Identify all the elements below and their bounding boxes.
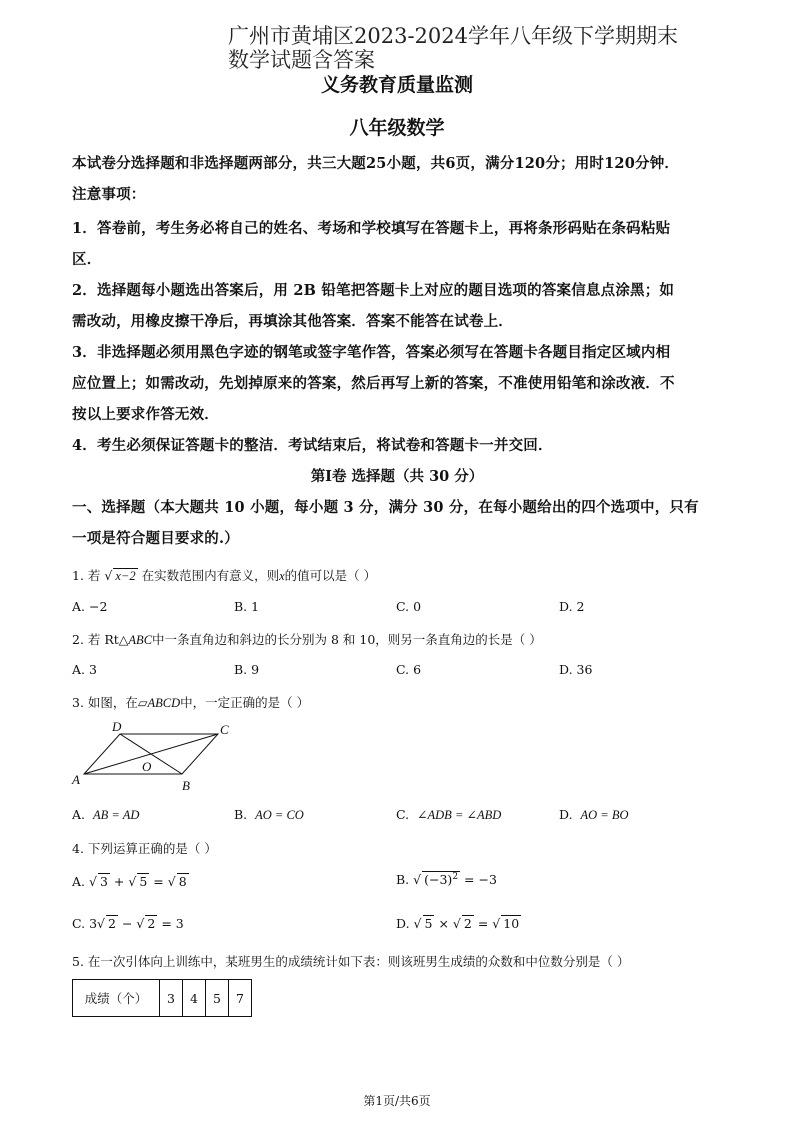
vertex-label-b: B	[182, 778, 190, 793]
note-3-line-2: 应位置上；如需改动，先划掉原来的答案，然后再写上新的答案，不准使用铅笔和涂改液．不	[72, 375, 675, 392]
q3-suffix: 中，一定正确的是（ ）	[180, 695, 310, 710]
q3-option-c: C. ∠ADB = ∠ABD	[396, 807, 502, 822]
q4-option-a: A. √ 3 + √ 5 = √ 8	[72, 874, 187, 889]
note-4-line-1: 4．考生必须保证答题卡的整洁．考试结束后，将试卷和答题卡一并交回．	[72, 437, 553, 454]
section-1-instructions-line-2: 一项是符合题目要求的.）	[72, 530, 239, 547]
note-3-line-3: 按以上要求作答无效．	[72, 406, 219, 423]
table-cell: 4	[183, 980, 206, 1017]
q1-option-b: B. 1	[234, 599, 260, 614]
note-3-line-1: 3．非选择题必须用黑色字迹的钢笔或签字笔作答，答案必须写在答题卡各题目指定区域内相	[72, 344, 671, 361]
q3-prefix: 3. 如图，在▱	[72, 695, 148, 710]
exam-subject-title: 八年级数学	[349, 117, 445, 139]
note-1-line-1: 1．答卷前，考生务必将自己的姓名、考场和学校填写在答题卡上，再将条形码贴在条码粘贴	[72, 220, 671, 237]
q2-option-a: A. 3	[72, 662, 97, 677]
note-2-line-2: 需改动，用橡皮擦干净后，再填涂其他答案．答案不能答在试卷上．	[72, 313, 513, 330]
note-1-line-2: 区．	[72, 251, 102, 268]
q2-prefix: 2. 若 Rt△	[72, 632, 129, 647]
q1-radicand: x−2	[115, 569, 136, 583]
center-label-o: O	[142, 759, 152, 774]
note-2-line-1: 2．选择题每小题选出答案后，用 2B 铅笔把答题卡上对应的题目选项的答案信息点涂黑；如	[72, 282, 675, 299]
document-title-line-2: 数学试题含答案	[228, 48, 375, 72]
q3-option-a: A. AB = AD	[72, 807, 140, 822]
q1-option-a: A. −2	[72, 599, 108, 614]
q1-mid: 在实数范围内有意义，则	[141, 568, 280, 583]
table-cell: 7	[229, 980, 252, 1017]
q2-option-c: C. 6	[396, 662, 422, 677]
q2-triangle: ABC	[128, 633, 153, 647]
section-1-instructions-line-1: 一、选择题（本大题共 10 小题，每小题 3 分，满分 30 分，在每小题给出的四个选项中，只有	[72, 499, 699, 516]
sqrt-symbol: √	[104, 568, 113, 583]
exam-intro: 本试卷分选择题和非选择题两部分，共三大题25小题，共6页，满分120分；用时120分钟．	[72, 155, 680, 172]
q1-prefix: 1. 若	[72, 568, 101, 583]
q2-option-b: B. 9	[234, 662, 260, 677]
q4-option-d: D. √ 5 × √ 2 = √ 10	[396, 916, 520, 931]
question-4-stem: 4. 下列运算正确的是（ ）	[72, 841, 217, 856]
exam-header-title: 义务教育质量监测	[320, 74, 473, 96]
q2-suffix: 中一条直角边和斜边的长分别为 8 和 10，则另一条直角边的长是（ ）	[152, 632, 542, 647]
parallelogram-figure	[68, 718, 248, 796]
q1-suffix: 的值可以是（ ）	[284, 568, 377, 583]
table-row	[73, 980, 252, 1017]
q1-option-d: D. 2	[559, 599, 585, 614]
question-5-stem: 5. 在一次引体向上训练中，某班男生的成绩统计如下表：则该班男生成绩的众数和中位数分别是（ ）	[72, 954, 630, 969]
q4-option-c: C. 3√ 2 − √ 2 = 3	[72, 916, 184, 931]
vertex-label-c: C	[220, 722, 229, 737]
q3-option-b: B. AO = CO	[234, 807, 304, 822]
document-title-line-1: 广州市黄埔区2023-2024学年八年级下学期期末	[228, 24, 678, 48]
page-footer: 第1页/共6页	[363, 1094, 431, 1108]
q1-variable: x	[279, 569, 285, 583]
table-header-cell: 成绩（个）	[73, 980, 160, 1017]
q2-option-d: D. 36	[559, 662, 593, 677]
vertex-label-a: A	[72, 772, 80, 787]
question-3-stem	[72, 693, 309, 711]
question-2-stem	[72, 630, 542, 648]
q3-shape: ABCD	[147, 696, 181, 710]
q4-option-b: B. √ $(-3)^2 = -3$	[396, 872, 497, 888]
section-1-title: 第Ⅰ卷 选择题（共 30 分）	[310, 468, 484, 485]
question-1-stem	[72, 566, 376, 584]
vertex-label-d: D	[112, 719, 122, 734]
table-cell: 5	[206, 980, 229, 1017]
q3-option-d: D. AO = BO	[559, 807, 629, 822]
table-cell: 3	[160, 980, 183, 1017]
q1-option-c: C. 0	[396, 599, 422, 614]
notes-title: 注意事项：	[72, 186, 146, 203]
score-table	[72, 979, 252, 1017]
